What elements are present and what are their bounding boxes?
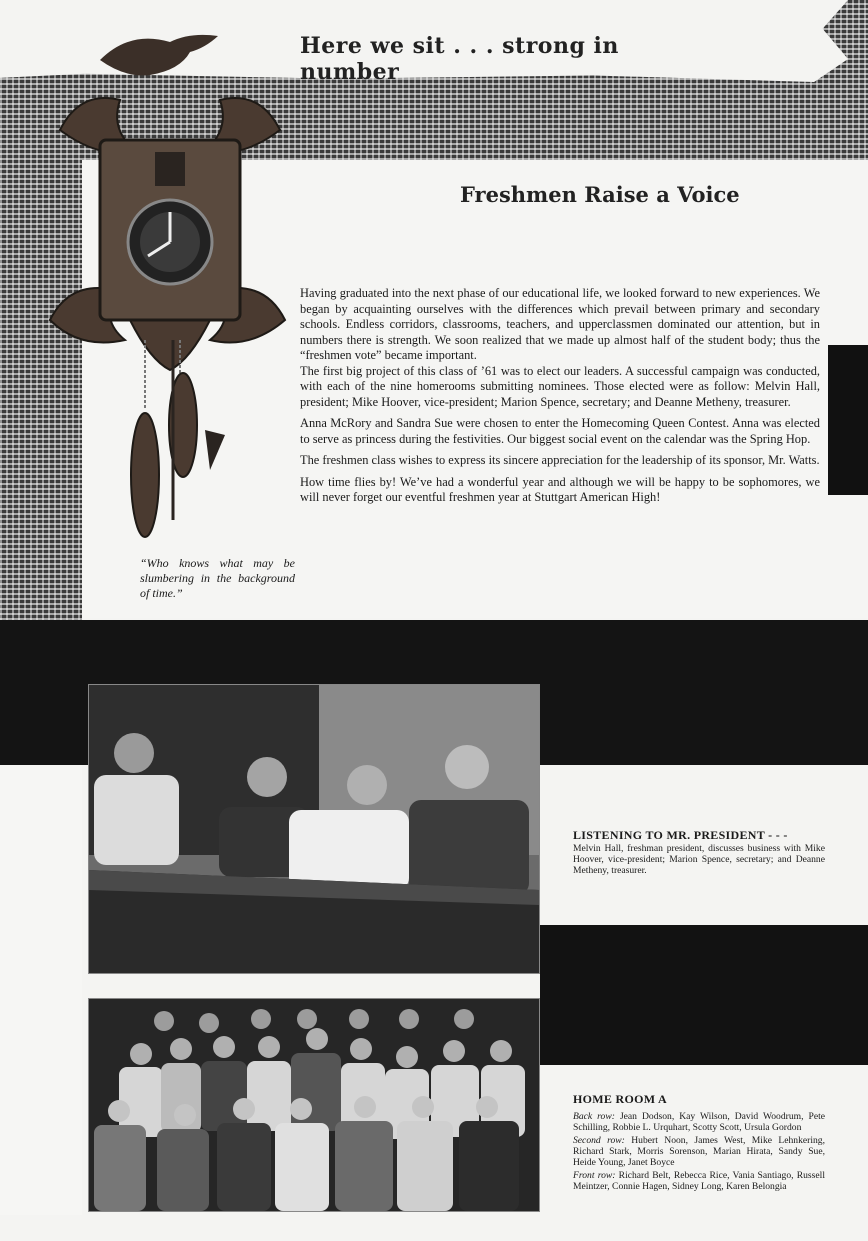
clock-caption: “Who knows what may be slumbering in the background of time.” <box>140 556 295 600</box>
article-paragraph: The freshmen class wishes to express its sincere appreciation for the leadership of its sponsor, Mr. Watts. <box>300 453 820 467</box>
cuckoo-clock-image <box>40 20 300 540</box>
side-bar-decoration <box>828 345 868 495</box>
row-names: Jean Dodson, Kay Wilson, David Woodrum, Pete Schilling, Robbie L. Urquhart, Scotty Scott, Ursula Gordon <box>573 1111 826 1133</box>
caption-row-second <box>573 1135 825 1168</box>
row-names: Hubert Noon, James West, Mike Lehnkering, Richard Stark, Morris Sorenson, Marian Hirata, Sandy Sue, Heide Young, Janet Boyce <box>573 1135 825 1168</box>
caption-row-back <box>573 1111 825 1133</box>
photo-2-caption-rows <box>573 1111 825 1192</box>
bird-figure <box>100 35 218 76</box>
pine-cone-weight-left <box>131 413 159 537</box>
cuckoo-door <box>155 152 185 186</box>
pendulum <box>205 430 225 470</box>
row-names: Richard Belt, Rebecca Rice, Vania Santiago, Russell Meintzer, Connie Hagen, Sidney Long, Karen Belongia <box>573 1170 825 1192</box>
row-label: Second row: <box>573 1135 625 1146</box>
row-label: Front row: <box>573 1170 616 1181</box>
photo-1-caption-text: Melvin Hall, freshman president, discusses business with Mike Hoover, vice-president; Marion Spence, secretary; and Deanne Metheny, treasurer. <box>573 843 825 876</box>
article-paragraph: Anna McRory and Sandra Sue were chosen to enter the Homecoming Queen Contest. Anna was elected to serve as princess during the festivities. Our biggest social event on the calendar was the Spring Hop. <box>300 416 820 446</box>
section-title: Freshmen Raise a Voice <box>460 182 740 207</box>
photo-1-caption <box>573 828 825 876</box>
left-margin-strip <box>0 765 82 1215</box>
photo-2-caption <box>573 1092 825 1194</box>
article-paragraph: Having graduated into the next phase of our educational life, we looked forward to new experiences. We began by acquainting ourselves with the differences which prevail between primary and secondary schools. Endless corridors, classrooms, teachers, and upperclassmen dominated our attention, but in numbers there is strength. We soon realized that we made up almost half of the student body; thus the “freshmen vote” became important. <box>300 286 820 362</box>
row-label: Back row: <box>573 1111 615 1122</box>
photo-1-caption-title: LISTENING TO MR. PRESIDENT - - - <box>573 828 788 842</box>
photo-class-officers <box>88 684 540 974</box>
article-paragraph: The first big project of this class of ’61 was to elect our leaders. A successful campaign was conducted, with each of the nine homerooms submitting nominees. Those elected were as follow: Melvin Hall, president; Mike Hoover, vice-president; Marion Spence, secretary; and Deanne Metheny, treasurer. <box>300 363 820 409</box>
dark-band-decoration-lower <box>540 925 868 1065</box>
photo-2-caption-title: HOME ROOM A <box>573 1092 667 1106</box>
photo-home-room-a <box>88 998 540 1212</box>
article-paragraph: How time flies by! We’ve had a wonderful year and although we will be happy to be sophomores, we will never forget our eventful freshmen year at Stuttgart American High! <box>300 474 820 504</box>
article-body <box>300 286 820 512</box>
caption-row-front <box>573 1170 825 1192</box>
page-title: Here we sit . . . strong in number <box>300 33 619 85</box>
